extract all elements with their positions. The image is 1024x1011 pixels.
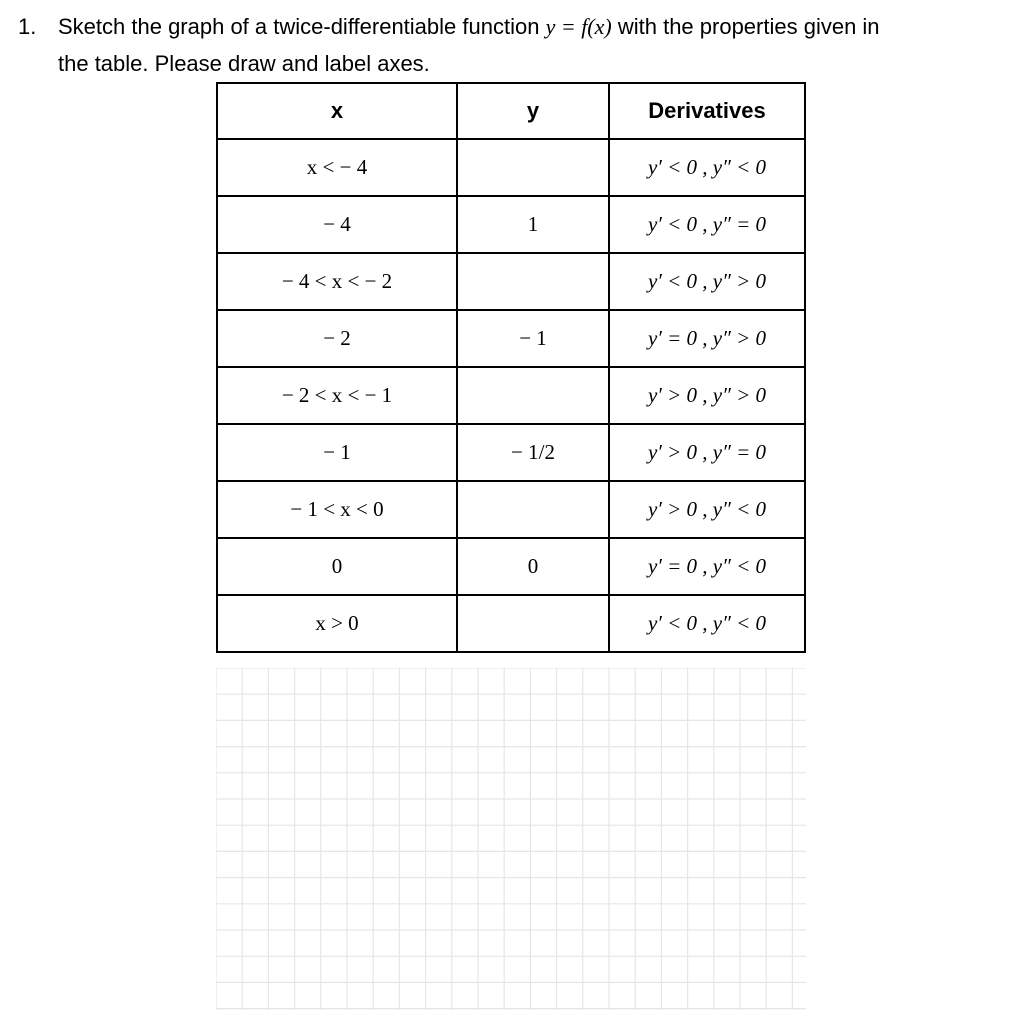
table-header-row [217, 83, 805, 139]
table-row [217, 424, 805, 481]
cell-derivatives: y′ < 0 , y″ < 0 [609, 139, 805, 196]
question-line-2: the table. Please draw and label axes. [58, 51, 430, 76]
header-y: y [457, 83, 609, 139]
cell-x: − 1 [217, 424, 457, 481]
cell-derivatives: y′ < 0 , y″ < 0 [609, 595, 805, 652]
function-expression: y = f(x) [545, 14, 612, 39]
properties-table [216, 82, 806, 653]
cell-x: − 2 < x < − 1 [217, 367, 457, 424]
cell-x: − 2 [217, 310, 457, 367]
grid-lines [216, 668, 806, 1010]
cell-x: 0 [217, 538, 457, 595]
header-derivatives: Derivatives [609, 83, 805, 139]
cell-x: x < − 4 [217, 139, 457, 196]
question-line-1 [58, 8, 880, 46]
cell-y: 0 [457, 538, 609, 595]
cell-derivatives: y′ = 0 , y″ > 0 [609, 310, 805, 367]
cell-derivatives: y′ < 0 , y″ = 0 [609, 196, 805, 253]
question-number: 1. [18, 14, 37, 39]
cell-y: − 1 [457, 310, 609, 367]
table-row [217, 481, 805, 538]
graph-paper-grid[interactable] [216, 668, 806, 1010]
header-x: x [217, 83, 457, 139]
table-row [217, 253, 805, 310]
question-text-end: with the properties given in [617, 14, 880, 39]
table-row [217, 310, 805, 367]
cell-x: − 4 [217, 196, 457, 253]
cell-derivatives: y′ = 0 , y″ < 0 [609, 538, 805, 595]
cell-y [457, 253, 609, 310]
cell-y [457, 481, 609, 538]
cell-x: x > 0 [217, 595, 457, 652]
cell-derivatives: y′ > 0 , y″ < 0 [609, 481, 805, 538]
table-row [217, 595, 805, 652]
cell-y: − 1/2 [457, 424, 609, 481]
cell-derivatives: y′ > 0 , y″ = 0 [609, 424, 805, 481]
table-row [217, 538, 805, 595]
question-text-start: Sketch the graph of a twice-differentiable function [58, 14, 540, 39]
table-row [217, 196, 805, 253]
cell-y [457, 367, 609, 424]
cell-y [457, 139, 609, 196]
cell-derivatives: y′ > 0 , y″ > 0 [609, 367, 805, 424]
cell-x: − 4 < x < − 2 [217, 253, 457, 310]
cell-derivatives: y′ < 0 , y″ > 0 [609, 253, 805, 310]
cell-x: − 1 < x < 0 [217, 481, 457, 538]
cell-y [457, 595, 609, 652]
table-row [217, 367, 805, 424]
table-row [217, 139, 805, 196]
cell-y: 1 [457, 196, 609, 253]
